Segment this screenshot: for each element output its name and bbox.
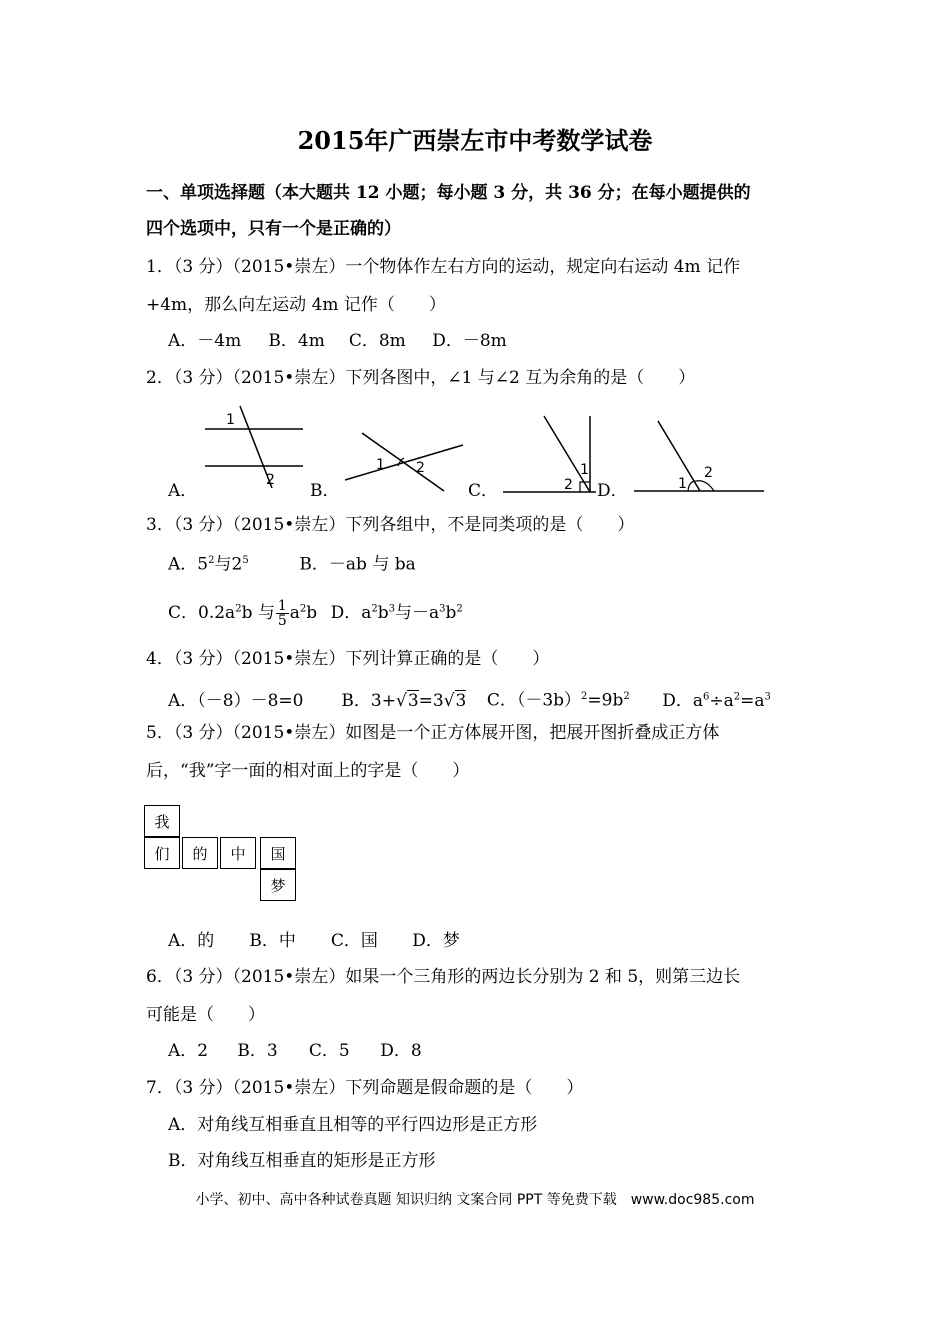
q2-figure-a bbox=[200, 402, 310, 492]
net-cell-6: 梦 bbox=[260, 869, 296, 901]
q1-option-a: A．－4m bbox=[168, 331, 242, 351]
q3-fraction: $\frac{1}{5}$ bbox=[277, 597, 287, 629]
section-heading-line-1: 一、单项选择题（本大题共 12 小题；每小题 3 分，共 36 分；在每小题提供的 bbox=[146, 183, 751, 203]
q2-figure-b bbox=[340, 425, 470, 495]
page-title: 2015年广西崇左市中考数学试卷 bbox=[297, 126, 653, 155]
net-cell-2: 们 bbox=[144, 837, 180, 869]
q4-options bbox=[168, 684, 848, 714]
q4-option-a: A．（－8）－8=0 bbox=[168, 690, 304, 711]
q4-option-c: C．$(-3b)^2=9b^2$ bbox=[486, 690, 630, 711]
q6-option-a: A．2 bbox=[168, 1041, 209, 1061]
q5-stem-line-2: 后，“我”字一面的相对面上的字是（ ） bbox=[146, 761, 470, 781]
q5-options bbox=[168, 928, 848, 954]
net-cell-5: 国 bbox=[260, 837, 296, 869]
q3-option-b: B．－ab 与 ba bbox=[299, 554, 416, 575]
q2c-angle-2-label: 2 bbox=[564, 477, 573, 493]
footer-note: 小学、初中、高中各种试卷真题 知识归纳 文案合同 PPT 等免费下载 www.doc985.com bbox=[195, 1192, 755, 1208]
q2-label-a: A． bbox=[168, 481, 198, 501]
q2-figure-d bbox=[632, 415, 767, 495]
q3-option-a: A．$5^2$与$2^5$ bbox=[168, 554, 249, 575]
q5-option-c: C．国 bbox=[330, 931, 378, 951]
q6-stem-line-1: 6．（3 分）（2015•崇左）如果一个三角形的两边长分别为 2 和 5，则第三边长 bbox=[146, 967, 741, 987]
q2b-angle-2-label: 2 bbox=[416, 460, 425, 476]
q5-option-a: A．的 bbox=[168, 931, 215, 951]
q3-option-d: D．$a^2b^3$与$-a^3b^2$ bbox=[330, 602, 463, 623]
net-cell-3: 的 bbox=[182, 837, 218, 869]
q1-option-d: D．－8m bbox=[432, 331, 507, 351]
q5-stem-line-1: 5．（3 分）（2015•崇左）如图是一个正方体展开图，把展开图折叠成正方体 bbox=[146, 723, 720, 743]
q1-stem-line-1: 1．（3 分）（2015•崇左）一个物体作左右方向的运动，规定向右运动 4m 记作 bbox=[146, 257, 741, 277]
cube-net-figure bbox=[144, 805, 304, 905]
q2a-angle-2-label: 2 bbox=[266, 472, 275, 488]
net-cell-4: 中 bbox=[220, 837, 256, 869]
net-cell-1: 我 bbox=[144, 805, 180, 837]
q2-figure-c bbox=[500, 412, 600, 498]
q4-option-d: D．$a^6\div a^2=a^3$ bbox=[662, 690, 771, 711]
q2-stem: 2．（3 分）（2015•崇左）下列各图中，∠1 与∠2 互为余角的是（ ） bbox=[146, 368, 696, 388]
q4-option-b: B．3+√3=3√3 bbox=[341, 690, 467, 711]
q2-label-b: B． bbox=[310, 481, 340, 501]
q3-stem: 3．（3 分）（2015•崇左）下列各组中，不是同类项的是（ ） bbox=[146, 515, 635, 535]
q7-option-b: B．对角线互相垂直的矩形是正方形 bbox=[168, 1151, 436, 1171]
q6-option-b: B．3 bbox=[237, 1041, 278, 1061]
q2-label-d: D． bbox=[597, 481, 628, 501]
q3-options-row-1 bbox=[168, 548, 848, 578]
q6-options bbox=[168, 1038, 848, 1064]
q4-stem: 4．（3 分）（2015•崇左）下列计算正确的是（ ） bbox=[146, 649, 550, 669]
q7-option-a: A．对角线互相垂直且相等的平行四边形是正方形 bbox=[168, 1115, 538, 1135]
q6-option-d: D．8 bbox=[380, 1041, 422, 1061]
q5-option-d: D．梦 bbox=[412, 931, 460, 951]
q1-stem-line-2: +4m，那么向左运动 4m 记作（ ） bbox=[146, 295, 446, 315]
q6-stem-line-2: 可能是（ ） bbox=[146, 1005, 265, 1025]
q1-option-c: C．8m bbox=[348, 331, 406, 351]
q2d-angle-1-label: 1 bbox=[678, 476, 687, 492]
q3-option-c: C．$0.2a^2b$ 与 $\frac{1}{5}$ $a^2b$ bbox=[168, 597, 318, 629]
section-heading-line-2: 四个选项中，只有一个是正确的） bbox=[146, 219, 401, 239]
q1-options bbox=[168, 328, 848, 354]
q1-option-b: B．4m bbox=[268, 331, 325, 351]
q2a-angle-1-label: 1 bbox=[226, 412, 235, 428]
q2c-angle-1-label: 1 bbox=[580, 462, 589, 478]
q2d-angle-2-label: 2 bbox=[704, 465, 713, 481]
q2-label-c: C． bbox=[468, 481, 499, 501]
q2b-angle-1-label: 1 bbox=[376, 457, 385, 473]
q6-option-c: C．5 bbox=[308, 1041, 350, 1061]
q3-options-row-2 bbox=[168, 596, 848, 628]
q7-stem: 7．（3 分）（2015•崇左）下列命题是假命题的是（ ） bbox=[146, 1078, 584, 1098]
q5-option-b: B．中 bbox=[249, 931, 296, 951]
